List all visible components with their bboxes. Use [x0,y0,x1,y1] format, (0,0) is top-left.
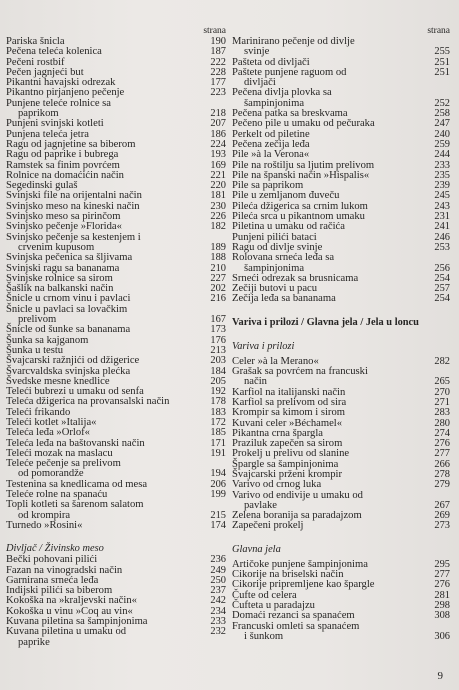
index-entry [232,253,450,274]
entry-page-number: 178 [210,396,226,408]
entry-title: Srneći odrezak sa brusnicama [232,272,359,284]
entry-page-number: 206 [210,478,226,490]
index-entry [232,88,450,109]
entry-page-number: 231 [434,211,450,223]
page-number: 9 [437,670,443,682]
entry-page-number: 171 [210,437,226,449]
entry-title: Pečena patka sa breskvama [232,108,348,120]
entry-title: Rolnice na domaćićin način [6,169,124,181]
entry-page-number: 233 [434,159,450,171]
entry-title: Pečeno pile u umaku od pečuraka [232,118,375,130]
entry-title: Teleći frikando [6,406,71,418]
entry-title-continuation: prelivom [18,314,57,326]
entry-page-number: 185 [210,427,226,439]
index-entry [6,459,226,480]
entry-title: Paštete punjene raguom od [232,66,347,78]
entry-page-number: 276 [434,438,450,450]
entry-title: Varivo od endivije u umaku od [232,489,363,501]
entry-page-number: 237 [210,585,226,597]
entry-title-continuation: divljači [244,77,276,89]
section-spacer [232,305,450,317]
entry-page-number: 298 [434,599,450,611]
entry-page-number: 194 [210,468,226,480]
entry-title: Svinjsko pečenje »Florida« [6,221,122,233]
entry-title: Svinjsko meso na kineski način [6,200,140,212]
entry-page-number: 184 [210,365,226,377]
entry-title: Punjeni svinjski kotleti [6,118,104,130]
entry-title: Pečeni rostbif [6,56,65,68]
entry-title: Čufteta u paradajzu [232,599,315,611]
entry-page-number: 234 [210,605,226,617]
entry-page-number: 190 [210,36,226,47]
entry-page-number: 188 [210,252,226,264]
entry-page-number: 174 [210,519,226,531]
entry-title: Pikantna crna špargla [232,427,323,439]
entry-title-continuation: crvenim kupusom [18,241,95,253]
entry-page-number: 192 [210,386,226,398]
entry-title: Prokelj u prelivu od slanine [232,448,350,460]
entry-page-number: 250 [210,574,226,586]
entry-title: Kokoška na »kraljevski način« [6,595,137,607]
entry-page-number: 254 [434,293,450,305]
entry-page-number: 220 [210,180,226,192]
entry-page-number: 249 [210,564,226,576]
entry-page-number: 269 [434,510,450,522]
entry-title: Rolovana srneća leđa sa [232,252,335,264]
entry-page-number: 257 [434,283,450,295]
entry-title: Kuvani celer »Béchamel« [232,417,343,429]
entry-page-number: 240 [434,128,450,140]
entry-title: Svinjsko meso sa pirinčom [6,211,121,223]
entry-page-number: 266 [434,458,450,470]
entry-title: Kuvana piletina sa šampinjonima [6,616,148,628]
entry-title-continuation: šampinjonima [244,97,305,109]
entry-page-number: 259 [434,138,450,150]
entry-title: Francuski omleti sa spanaćem [232,620,360,632]
index-entry [6,500,226,521]
entry-title: Ragu od paprike i bubrega [6,149,119,161]
entry-page-number: 258 [434,108,450,120]
entry-page-number: 224 [210,138,226,150]
entry-page-number: 295 [434,558,450,570]
index-entry [6,305,226,326]
entry-title: Pečena divlja plovka sa [232,87,332,99]
entry-page-number: 281 [434,589,450,601]
entry-page-number: 177 [210,77,226,89]
entry-title: Pileća srca u pikantnom umaku [232,211,365,223]
entry-page-number: 186 [210,128,226,140]
entry-page-number: 235 [434,169,450,181]
entry-title: Mariniranо pečenje od divlje [232,36,355,47]
entry-page-number: 182 [210,221,226,233]
entry-page-number: 169 [210,159,226,171]
entry-title: Perkelt od piletine [232,128,310,140]
entry-page-number: 183 [210,406,226,418]
entry-page-number: 207 [210,118,226,130]
entry-page-number: 256 [434,262,450,274]
entry-title-continuation: pavlake [244,499,277,511]
entry-title-continuation: i šunkom [244,630,284,642]
entry-title: Šunka sa kajganom [6,334,89,346]
column-header-strana: strana [203,26,226,36]
entry-title: Švarcvaldska svinjska plećka [6,365,131,377]
entry-title: Karfiol na italijanski način [232,386,346,398]
entry-page-number: 191 [210,447,226,459]
entry-page-number: 167 [210,314,226,326]
entry-page-number: 216 [210,293,226,305]
entry-page-number: 230 [210,200,226,212]
section-spacer [232,532,450,544]
entry-page-number: 267 [434,499,450,511]
entry-page-number: 176 [210,334,226,346]
entry-title: Punjena teleća jetra [6,128,89,140]
entry-page-number: 226 [210,211,226,223]
entry-page-number: 202 [210,283,226,295]
entry-title: Svinjske rolnice sa sirom [6,272,113,284]
entry-title: Pileća džigerica sa crnim lukom [232,200,368,212]
entry-page-number: 271 [434,396,450,408]
entry-page-number: 282 [434,355,450,367]
entry-page-number: 172 [210,416,226,428]
entry-title: Zečiji butovi u pacu [232,283,318,295]
entry-title: Karfiol sa prelivom od sira [232,396,347,408]
entry-page-number: 239 [434,180,450,192]
entry-title: Fazan na vinogradski način [6,564,123,576]
entry-title: Pašteta od divljači [232,56,310,68]
right-column [232,26,450,642]
entry-title: Grašak sa povrćem na francuski [232,366,368,378]
entry-page-number: 173 [210,324,226,336]
entry-title: Krompir sa kimom i sirom [232,407,345,419]
subsection-heading: Divljač / Živinsko meso [6,543,104,555]
entry-title: Teleći kotlet »Italija« [6,416,97,428]
entry-title-continuation: svinje [244,46,270,58]
entry-title: Cikorije pripremljene kao špargle [232,579,375,591]
entry-page-number: 279 [434,479,450,491]
entry-title: Cikorije na briselski način [232,569,344,581]
entry-page-number: 270 [434,386,450,398]
entry-page-number: 233 [210,616,226,628]
entry-page-number: 244 [434,149,450,161]
entry-title: Testenina sa knedlicama od mesa [6,478,148,490]
entry-page-number: 215 [210,509,226,521]
entry-page-number: 252 [434,97,450,109]
entry-title: Varivo od crnog luka [232,479,322,491]
index-entry [6,253,226,263]
index-entry [6,233,226,254]
entry-page-number: 276 [434,579,450,591]
entry-page-number: 255 [434,46,450,58]
entry-page-number: 251 [434,56,450,68]
entry-title: Šašlik na balkanski način [6,283,114,295]
entry-title: Indijski pilići sa biberom [6,585,113,597]
entry-page-number: 245 [434,190,450,202]
entry-title: Pikantno pirjanjeno pečenje [6,87,125,99]
entry-title: Pile na roštilju sa ljutim prelivom [232,159,375,171]
entry-title: Pikantni havajski odrezak [6,77,116,89]
entry-title: Turnedo »Rosini« [6,519,83,531]
entry-title: Celer »à la Merano« [232,355,319,367]
entry-title: Teleća leđa na baštovanski način [6,437,145,449]
entry-title: Punjene teleće rolnice sa [6,97,112,109]
entry-page-number: 228 [210,66,226,78]
entry-title: Ramstek sa finim povrćem [6,159,120,171]
entry-title: Švedske mesne knedlice [6,375,110,387]
entry-title: Teleća džigerica na provansalski način [6,396,170,408]
entry-page-number: 213 [210,344,226,356]
entry-page-number: 273 [434,520,450,532]
entry-page-number: 243 [434,200,450,212]
index-entry [232,68,450,89]
index-entry [232,367,450,388]
entry-page-number: 277 [434,448,450,460]
entry-page-number: 277 [434,569,450,581]
section-spacer [6,531,226,543]
left-recipe-list [6,37,226,648]
entry-title-continuation: paprikom [18,108,59,120]
entry-page-number: 187 [210,46,226,58]
entry-title: Zelena boranija sa paradajzom [232,510,362,522]
entry-page-number: 254 [434,272,450,284]
entry-title: Svinjski file na orijentalni način [6,190,142,202]
right-recipe-list [232,37,450,642]
entry-page-number: 222 [210,56,226,68]
section-spacer [232,329,450,341]
entry-title: Artičoke punjene šampinjonima [232,558,368,570]
entry-title: Piletina u umaku od račića [232,221,345,233]
entry-title: Šunka u testu [6,344,64,356]
index-entry [6,627,226,648]
entry-title: Teleće rolne na spanaću [6,489,108,501]
entry-page-number: 232 [210,626,226,638]
entry-page-number: 253 [434,241,450,253]
entry-title: Pečen jagnjeći but [6,66,84,78]
index-entry [6,521,226,531]
entry-page-number: 181 [210,190,226,202]
entry-page-number: 205 [210,375,226,387]
entry-title: Pečena teleća kolenica [6,46,102,58]
entry-title-continuation: od krompira [18,509,71,521]
entry-page-number: 283 [434,407,450,419]
entry-title: Špargle sa šampinjonima [232,458,339,470]
left-column [6,26,226,648]
entry-title-continuation: od pomorandže [18,468,84,480]
index-entry [232,622,450,643]
entry-title: Pile »à la Verona« [232,149,310,161]
entry-page-number: 246 [434,231,450,243]
entry-page-number: 236 [210,554,226,566]
entry-title: Garnirana srneća leđa [6,574,99,586]
entry-title: Zečija leđa sa bananama [232,293,336,305]
entry-page-number: 199 [210,489,226,501]
entry-title: Švajcarski prženi krompir [232,468,343,480]
entry-title: Švajcarski ražnjići od džigerice [6,355,140,367]
index-entry [6,555,226,565]
entry-title: Segedinski gulaš [6,180,78,192]
entry-page-number: 203 [210,355,226,367]
entry-page-number: 242 [210,595,226,607]
entry-title-continuation: način [244,376,267,388]
entry-title: Teleća leđa »Orlof« [6,427,90,439]
entry-title: Šnicle u pavlaci sa lovačkim [6,303,128,315]
entry-title: Zapečeni prokelj [232,520,304,532]
index-entry [232,491,450,512]
entry-title: Pariska šnicla [6,36,65,47]
entry-page-number: 218 [210,108,226,120]
index-entry [232,37,450,58]
index-entry [232,611,450,621]
index-entry [6,356,226,366]
entry-title: Svinjsko pečenje sa kestenjem i [6,231,141,243]
index-entry [232,294,450,304]
entry-title: Pečena zečija leđa [232,138,310,150]
entry-page-number: 280 [434,417,450,429]
entry-page-number: 278 [434,468,450,480]
entry-title: Praziluk zapečen sa sirom [232,438,343,450]
section-heading: Variva i prilozi / Glavna jela / Jela u loncu [232,316,419,328]
entry-title: Ragu od jagnjetine sa biberom [6,138,136,150]
entry-title: Kokoška u vinu »Coq au vin« [6,605,133,617]
entry-page-number: 306 [434,630,450,642]
entry-title: Pile na španski način »Hispalis« [232,169,370,181]
entry-title: Kuvana piletina u umaku od [6,626,127,638]
entry-page-number: 193 [210,149,226,161]
entry-title: Teleći bubrezi u umaku od senfa [6,386,144,398]
entry-page-number: 265 [434,376,450,388]
entry-title: Pile u zemljanom đuveču [232,190,340,202]
index-entry [6,99,226,120]
entry-title-continuation: šampinjonima [244,262,305,274]
entry-page-number: 189 [210,241,226,253]
entry-page-number: 251 [434,66,450,78]
entry-title: Šnicle od šunke sa bananama [6,324,131,336]
entry-title: Čufte od celera [232,589,297,601]
column-header-strana: strana [427,26,450,36]
subsection-heading: Variva i prilozi [232,340,295,352]
entry-title: Pile sa paprikom [232,180,304,192]
entry-title: Topli kotleti sa šarenom salatom [6,499,144,511]
entry-title: Šnicle u crnom vinu i pavlaci [6,293,131,305]
entry-page-number: 308 [434,610,450,622]
entry-page-number: 223 [210,87,226,99]
subsection-heading: Glavna jela [232,543,281,555]
entry-title: Svinjski ragu sa bananama [6,262,120,274]
entry-title-continuation: paprike [18,636,50,648]
entry-title: Domaći rezanci sa spanaćem [232,610,355,622]
index-entry [232,408,450,418]
entry-page-number: 241 [434,221,450,233]
entry-title: Teleće pečenje sa prelivom [6,458,121,470]
entry-title: Ragu od divlje svinje [232,241,323,253]
entry-title: Svinjska pečenica sa šljivama [6,252,133,264]
entry-title: Teleći mozak na maslacu [6,447,113,459]
entry-page-number: 274 [434,427,450,439]
entry-page-number: 227 [210,272,226,284]
entry-page-number: 247 [434,118,450,130]
entry-title: Punjeni pilići bataci [232,231,317,243]
entry-page-number: 210 [210,262,226,274]
index-entry [232,521,450,531]
entry-title: Bečki pohovani pilići [6,554,98,566]
entry-page-number: 221 [210,169,226,181]
